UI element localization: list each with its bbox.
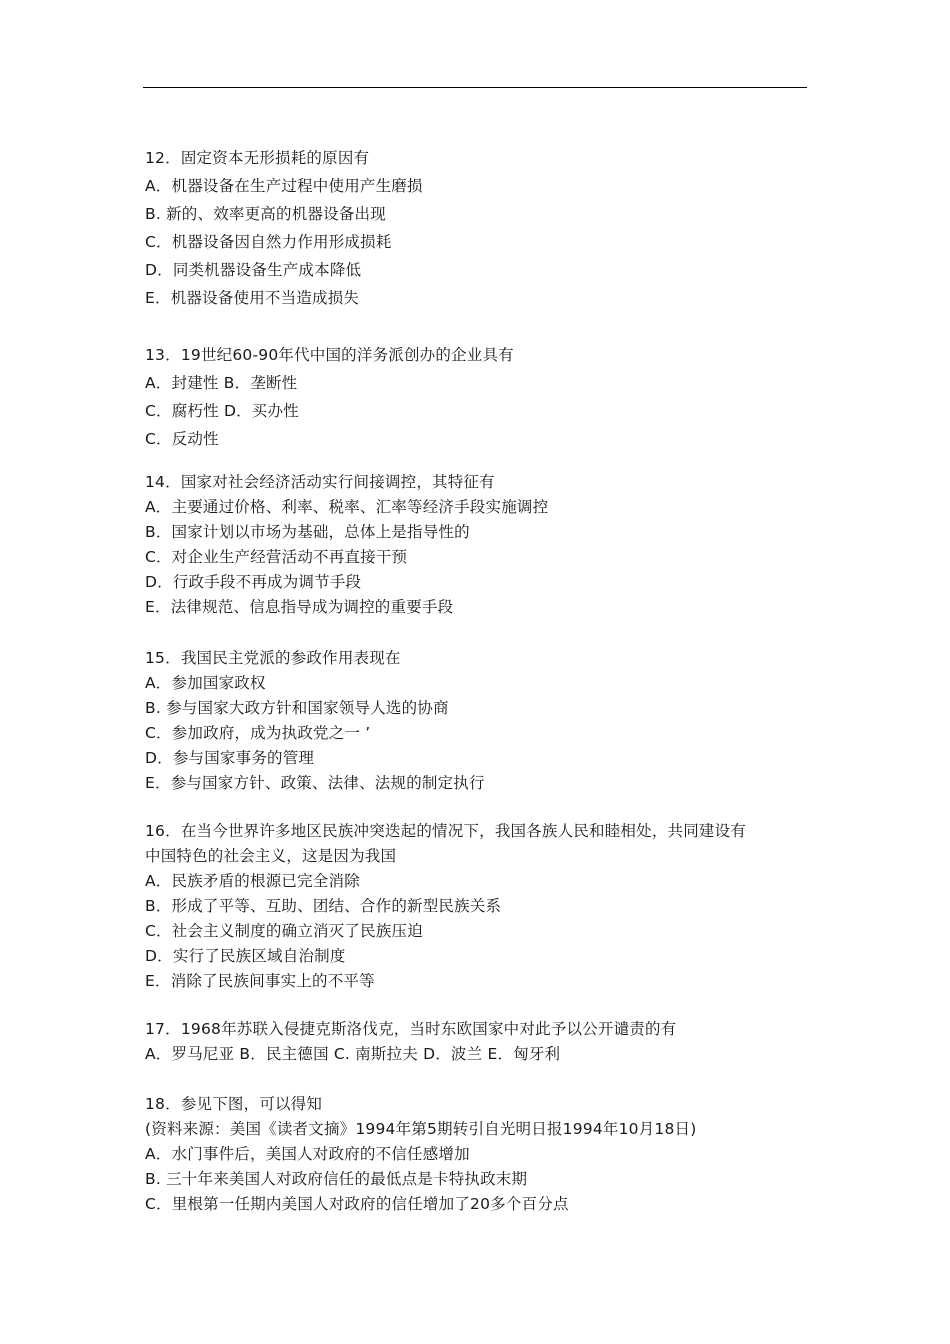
question-stem: 16．在当今世界许多地区民族冲突迭起的情况下，我国各族人民和睦相处，共同建设有 xyxy=(145,822,747,840)
question-stem: 12．固定资本无形损耗的原因有 xyxy=(145,149,370,167)
option-d: D．实行了民族区域自治制度 xyxy=(145,947,346,965)
header-rule xyxy=(143,87,807,88)
option-c: C．里根第一任期内美国人对政府的信任增加了20多个百分点 xyxy=(145,1195,569,1213)
option-b: B. 参与国家大政方针和国家领导人选的协商 xyxy=(145,699,449,717)
question-stem: 14．国家对社会经济活动实行间接调控，其特征有 xyxy=(145,473,495,491)
question-15 xyxy=(145,646,485,796)
question-12 xyxy=(145,144,423,312)
option-c: C．社会主义制度的确立消灭了民族压迫 xyxy=(145,922,423,940)
option-a: A．水门事件后，美国人对政府的不信任感增加 xyxy=(145,1145,470,1163)
option-b: B. 新的、效率更高的机器设备出现 xyxy=(145,205,386,223)
option-c2: C．反动性 xyxy=(145,430,219,448)
option-c: C．参加政府，成为执政党之一 ’ xyxy=(145,724,371,742)
question-17 xyxy=(145,1017,676,1067)
option-cd: C．腐朽性 D．买办性 xyxy=(145,402,299,420)
question-stem-continued: 中国特色的社会主义，这是因为我国 xyxy=(145,847,397,865)
option-d: D．参与国家事务的管理 xyxy=(145,749,315,767)
option-a: A．民族矛盾的根源已完全消除 xyxy=(145,872,360,890)
option-ab: A．封建性 B．垄断性 xyxy=(145,374,298,392)
option-b: B．国家计划以市场为基础，总体上是指导性的 xyxy=(145,523,470,541)
option-d: D．同类机器设备生产成本降低 xyxy=(145,261,362,279)
question-13 xyxy=(145,341,514,453)
option-a: A．主要通过价格、利率、税率、汇率等经济手段实施调控 xyxy=(145,498,549,516)
option-c: C．机器设备因自然力作用形成损耗 xyxy=(145,233,392,251)
question-16 xyxy=(145,819,746,994)
question-14 xyxy=(145,470,548,620)
option-a: A．机器设备在生产过程中使用产生磨损 xyxy=(145,177,423,195)
question-stem: 18．参见下图，可以得知 xyxy=(145,1095,323,1113)
option-b: B．形成了平等、互助、团结、合作的新型民族关系 xyxy=(145,897,502,915)
option-e: E．法律规范、信息指导成为调控的重要手段 xyxy=(145,598,454,616)
option-list: A．罗马尼亚 B．民主德国 C. 南斯拉夫 D．波兰 E．匈牙利 xyxy=(145,1045,561,1063)
option-c: C．对企业生产经营活动不再直接干预 xyxy=(145,548,408,566)
option-d: D．行政手段不再成为调节手段 xyxy=(145,573,362,591)
option-e: E．参与国家方针、政策、法律、法规的制定执行 xyxy=(145,774,485,792)
question-18 xyxy=(145,1092,697,1217)
source-note: (资料来源：美国《读者文摘》1994年第5期转引自光明日报1994年10月18日) xyxy=(145,1120,697,1138)
option-b: B. 三十年来美国人对政府信任的最低点是卡特执政末期 xyxy=(145,1170,528,1188)
question-stem: 13．19世纪60-90年代中国的洋务派创办的企业具有 xyxy=(145,346,514,364)
question-stem: 17．1968年苏联入侵捷克斯洛伐克，当时东欧国家中对此予以公开谴责的有 xyxy=(145,1020,677,1038)
option-e: E．消除了民族间事实上的不平等 xyxy=(145,972,375,990)
option-e: E．机器设备使用不当造成损失 xyxy=(145,289,360,307)
question-stem: 15．我国民主党派的参政作用表现在 xyxy=(145,649,401,667)
option-a: A．参加国家政权 xyxy=(145,674,266,692)
